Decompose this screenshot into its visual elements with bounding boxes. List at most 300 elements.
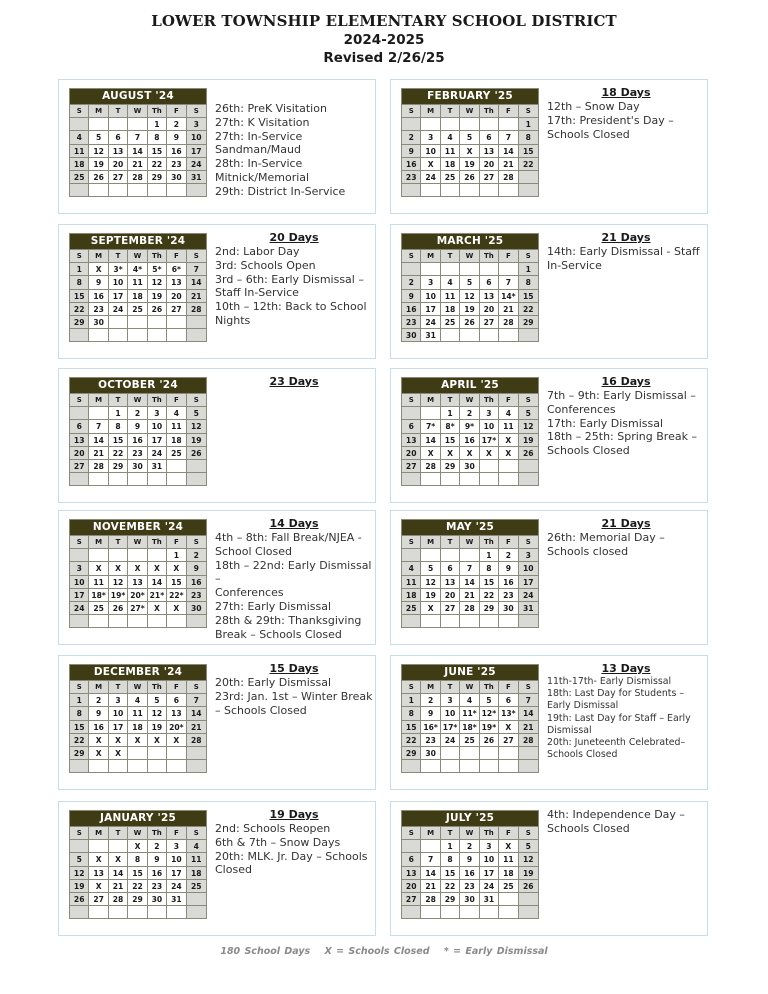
day-cell: 24 xyxy=(187,157,206,170)
day-cell xyxy=(89,548,108,561)
day-cell: 31 xyxy=(421,328,440,341)
weekday-header: F xyxy=(499,104,518,117)
day-cell: X xyxy=(441,446,460,459)
day-cell: 19 xyxy=(148,289,167,302)
weekday-header: T xyxy=(441,535,460,548)
day-cell xyxy=(89,406,108,419)
day-cell: 3 xyxy=(480,406,499,419)
day-cell: 30 xyxy=(499,601,518,614)
day-cell xyxy=(519,746,538,759)
weekday-header: M xyxy=(421,393,440,406)
day-cell xyxy=(128,759,147,772)
weekday-header: F xyxy=(167,393,186,406)
weekday-header: T xyxy=(109,104,128,117)
day-cell: 23 xyxy=(402,170,421,183)
day-cell xyxy=(70,472,89,485)
day-cell: 2 xyxy=(128,406,147,419)
day-cell xyxy=(480,905,499,918)
day-cell: 15 xyxy=(519,289,538,302)
day-cell: 25 xyxy=(167,446,186,459)
weekday-header: Th xyxy=(480,393,499,406)
day-cell: 24 xyxy=(167,879,186,892)
day-cell: 15 xyxy=(70,289,89,302)
month-calendar xyxy=(69,519,207,628)
day-cell: X xyxy=(421,601,440,614)
day-cell: 10 xyxy=(187,130,206,143)
month-box-december-24 xyxy=(58,655,376,790)
day-cell xyxy=(89,117,108,130)
day-cell xyxy=(499,117,518,130)
day-cell: 6 xyxy=(480,275,499,288)
day-cell: 26 xyxy=(519,446,538,459)
day-cell: 2 xyxy=(460,839,479,852)
day-cell: 9 xyxy=(499,561,518,574)
weekday-header: M xyxy=(89,249,108,262)
day-cell xyxy=(519,614,538,627)
day-cell: 21 xyxy=(499,157,518,170)
school-days-count: 19 Days xyxy=(269,808,319,821)
day-cell: 29 xyxy=(70,746,89,759)
day-cell: X xyxy=(460,446,479,459)
day-cell: 20 xyxy=(70,446,89,459)
day-cell: 28 xyxy=(187,302,206,315)
month-calendar xyxy=(69,88,207,197)
weekday-header: S xyxy=(187,680,206,693)
day-cell: 18 xyxy=(187,866,206,879)
day-cell: 22 xyxy=(402,733,421,746)
day-cell xyxy=(499,892,518,905)
day-cell xyxy=(70,759,89,772)
day-cell: 11 xyxy=(167,419,186,432)
weekday-header: W xyxy=(128,104,147,117)
day-cell: 21 xyxy=(128,157,147,170)
day-cell: 10 xyxy=(480,419,499,432)
legend-footer xyxy=(0,946,768,957)
day-cell: 9 xyxy=(402,144,421,157)
day-cell xyxy=(460,746,479,759)
day-cell: 3 xyxy=(480,839,499,852)
day-cell xyxy=(128,183,147,196)
day-cell: 17 xyxy=(109,289,128,302)
day-cell: 31 xyxy=(187,170,206,183)
day-cell xyxy=(109,472,128,485)
day-cell: 20 xyxy=(402,879,421,892)
day-cell: 8 xyxy=(402,706,421,719)
day-cell: 27 xyxy=(480,315,499,328)
day-cell: 31 xyxy=(167,892,186,905)
day-cell: 19 xyxy=(148,720,167,733)
weekday-header: M xyxy=(89,104,108,117)
calendar-note: Dismissal xyxy=(547,724,592,736)
day-cell: X xyxy=(128,733,147,746)
day-cell xyxy=(480,759,499,772)
day-cell: 22 xyxy=(441,879,460,892)
month-calendar xyxy=(401,519,539,628)
month-box-april-25 xyxy=(390,368,708,503)
month-box-june-25 xyxy=(390,655,708,790)
weekday-header: T xyxy=(441,826,460,839)
day-cell: 7 xyxy=(499,275,518,288)
day-cell: 25 xyxy=(460,733,479,746)
day-cell xyxy=(499,328,518,341)
day-cell: 15 xyxy=(70,720,89,733)
day-cell: 8 xyxy=(70,706,89,719)
day-cell xyxy=(441,746,460,759)
month-calendar xyxy=(69,377,207,486)
weekday-header: M xyxy=(89,826,108,839)
day-cell: 4 xyxy=(441,130,460,143)
day-cell: 10 xyxy=(70,575,89,588)
weekday-header: T xyxy=(109,680,128,693)
day-cell: 27 xyxy=(70,459,89,472)
month-calendar xyxy=(401,233,539,342)
day-cell: 13 xyxy=(89,866,108,879)
day-cell: 30 xyxy=(167,170,186,183)
day-cell xyxy=(421,759,440,772)
school-days-count: 14 Days xyxy=(269,517,319,530)
day-cell xyxy=(499,614,518,627)
month-box-january-25 xyxy=(58,801,376,936)
day-cell: 15 xyxy=(402,720,421,733)
day-grid xyxy=(402,104,538,196)
day-cell: 28 xyxy=(499,170,518,183)
day-cell: 24 xyxy=(70,601,89,614)
day-cell: 4* xyxy=(128,262,147,275)
day-cell: 3 xyxy=(519,548,538,561)
day-grid xyxy=(402,249,538,341)
day-cell: 30 xyxy=(89,315,108,328)
day-cell: 18* xyxy=(89,588,108,601)
day-cell: 21 xyxy=(187,720,206,733)
weekday-header: Th xyxy=(480,535,499,548)
day-grid xyxy=(402,535,538,627)
calendar-note: 18th: Last Day for Students – xyxy=(547,688,685,700)
day-cell: 30 xyxy=(128,459,147,472)
day-cell: 19* xyxy=(480,720,499,733)
day-cell: 22 xyxy=(128,879,147,892)
weekday-header: S xyxy=(402,826,421,839)
day-cell xyxy=(460,183,479,196)
weekday-header: Th xyxy=(148,680,167,693)
day-cell xyxy=(402,548,421,561)
day-cell: 16 xyxy=(167,144,186,157)
month-name: MARCH '25 xyxy=(402,234,538,249)
weekday-header: F xyxy=(499,680,518,693)
calendar-note: 2nd: Schools Reopen xyxy=(215,822,331,835)
weekday-header: S xyxy=(402,104,421,117)
day-cell xyxy=(519,905,538,918)
weekday-header: S xyxy=(70,104,89,117)
early-dismissal-legend: * = Early Dismissal xyxy=(443,946,548,957)
day-cell xyxy=(109,548,128,561)
day-cell: 28 xyxy=(499,315,518,328)
calendar-note: Schools Closed xyxy=(547,749,618,761)
day-cell: 25 xyxy=(128,302,147,315)
day-cell: X xyxy=(421,446,440,459)
weekday-header: M xyxy=(421,249,440,262)
month-name: NOVEMBER '24 xyxy=(70,520,206,535)
day-cell: 18* xyxy=(460,720,479,733)
day-cell xyxy=(128,905,147,918)
day-cell: 4 xyxy=(167,406,186,419)
day-cell xyxy=(441,472,460,485)
document-header xyxy=(0,12,768,67)
day-cell xyxy=(441,262,460,275)
day-cell: 8 xyxy=(519,275,538,288)
day-cell xyxy=(187,892,206,905)
weekday-header: Th xyxy=(148,535,167,548)
day-cell xyxy=(70,839,89,852)
day-cell xyxy=(499,459,518,472)
weekday-header: F xyxy=(167,680,186,693)
month-name: DECEMBER '24 xyxy=(70,665,206,680)
day-cell xyxy=(128,315,147,328)
day-cell: 14 xyxy=(187,706,206,719)
day-cell: 25 xyxy=(70,170,89,183)
day-cell: 10 xyxy=(519,561,538,574)
day-cell: X xyxy=(499,446,518,459)
weekday-header: T xyxy=(109,826,128,839)
day-cell xyxy=(402,839,421,852)
day-cell: 7 xyxy=(187,693,206,706)
day-cell: X xyxy=(89,879,108,892)
day-cell: 17* xyxy=(441,720,460,733)
weekday-header: S xyxy=(187,826,206,839)
day-cell: 11 xyxy=(187,852,206,865)
day-cell: 6 xyxy=(109,130,128,143)
day-cell: 10 xyxy=(109,275,128,288)
calendar-note: 7th – 9th: Early Dismissal – xyxy=(547,389,696,402)
day-cell: 1 xyxy=(70,262,89,275)
day-cell: 2 xyxy=(421,693,440,706)
day-cell: 1 xyxy=(402,693,421,706)
month-box-march-25 xyxy=(390,224,708,359)
weekday-header: Th xyxy=(480,249,499,262)
day-cell xyxy=(70,183,89,196)
day-cell: X xyxy=(128,839,147,852)
day-cell: 19 xyxy=(421,588,440,601)
day-cell: 8 xyxy=(70,275,89,288)
day-cell: 5 xyxy=(519,406,538,419)
day-cell: 7* xyxy=(421,419,440,432)
day-cell: 28 xyxy=(89,459,108,472)
day-cell: 15 xyxy=(480,575,499,588)
day-cell: 22 xyxy=(519,157,538,170)
day-cell xyxy=(480,262,499,275)
day-cell: 29 xyxy=(148,170,167,183)
day-cell xyxy=(109,614,128,627)
day-cell: 4 xyxy=(499,406,518,419)
weekday-header: T xyxy=(441,393,460,406)
day-cell: 30 xyxy=(460,459,479,472)
day-cell: 7 xyxy=(128,130,147,143)
day-cell: 3 xyxy=(187,117,206,130)
day-cell xyxy=(187,614,206,627)
weekday-header: T xyxy=(109,535,128,548)
day-cell: 17 xyxy=(70,588,89,601)
day-cell: X xyxy=(89,733,108,746)
weekday-header: Th xyxy=(148,249,167,262)
day-cell: X xyxy=(167,601,186,614)
day-cell: 12 xyxy=(148,275,167,288)
day-cell: 7 xyxy=(519,693,538,706)
day-cell xyxy=(480,328,499,341)
day-cell xyxy=(109,905,128,918)
day-cell: X xyxy=(499,433,518,446)
calendar-note: 19th: Last Day for Staff – Early xyxy=(547,712,691,724)
day-cell: 22* xyxy=(167,588,186,601)
day-cell: 13 xyxy=(109,144,128,157)
day-cell xyxy=(402,183,421,196)
day-cell: 26 xyxy=(460,315,479,328)
day-cell xyxy=(460,905,479,918)
day-cell: 14 xyxy=(421,866,440,879)
day-cell xyxy=(519,459,538,472)
day-cell: 12 xyxy=(460,289,479,302)
day-cell: 18 xyxy=(128,289,147,302)
weekday-header: T xyxy=(441,104,460,117)
day-cell: 16 xyxy=(402,302,421,315)
weekday-header: W xyxy=(460,393,479,406)
day-cell: 21* xyxy=(148,588,167,601)
day-cell: 21 xyxy=(109,879,128,892)
day-cell xyxy=(70,614,89,627)
weekday-header: S xyxy=(70,680,89,693)
day-cell: 23 xyxy=(128,446,147,459)
day-cell: 16* xyxy=(421,720,440,733)
weekday-header: S xyxy=(519,104,538,117)
day-cell: 20 xyxy=(402,446,421,459)
month-name: AUGUST '24 xyxy=(70,89,206,104)
school-days-count: 16 Days xyxy=(601,375,651,388)
weekday-header: S xyxy=(70,535,89,548)
day-cell xyxy=(148,183,167,196)
school-days-count: 13 Days xyxy=(601,662,651,675)
month-name: SEPTEMBER '24 xyxy=(70,234,206,249)
day-cell: 28 xyxy=(421,892,440,905)
day-cell xyxy=(402,614,421,627)
day-cell xyxy=(480,459,499,472)
day-cell: 6 xyxy=(70,419,89,432)
day-cell xyxy=(148,905,167,918)
calendar-note: 27th: K Visitation xyxy=(215,115,310,129)
weekday-header: Th xyxy=(480,104,499,117)
weekday-header: S xyxy=(519,393,538,406)
day-cell: 3 xyxy=(421,130,440,143)
day-grid xyxy=(70,393,206,485)
day-cell: 22 xyxy=(70,302,89,315)
day-cell xyxy=(519,759,538,772)
day-cell: X xyxy=(499,720,518,733)
day-cell: 14 xyxy=(460,575,479,588)
weekday-header: M xyxy=(421,680,440,693)
day-cell: 5 xyxy=(187,406,206,419)
weekday-header: F xyxy=(499,249,518,262)
calendar-note: Nights xyxy=(215,313,251,327)
day-cell xyxy=(460,117,479,130)
day-cell: 4 xyxy=(128,693,147,706)
weekday-header: Th xyxy=(480,826,499,839)
day-cell xyxy=(421,406,440,419)
month-calendar xyxy=(401,88,539,197)
day-cell: 25 xyxy=(89,601,108,614)
day-cell: 19* xyxy=(109,588,128,601)
day-grid xyxy=(402,680,538,772)
day-cell: 15 xyxy=(441,433,460,446)
day-cell xyxy=(167,614,186,627)
day-grid xyxy=(70,826,206,918)
day-cell: 30 xyxy=(421,746,440,759)
day-cell: 12 xyxy=(187,419,206,432)
calendar-note: Early Dismissal xyxy=(547,700,619,712)
weekday-header: T xyxy=(109,249,128,262)
day-cell: 1 xyxy=(480,548,499,561)
day-cell: 8 xyxy=(109,419,128,432)
weekday-header: W xyxy=(128,826,147,839)
day-cell xyxy=(480,183,499,196)
day-cell: 2 xyxy=(89,693,108,706)
day-cell: 2 xyxy=(402,275,421,288)
day-cell: 26 xyxy=(480,733,499,746)
day-cell: X xyxy=(167,561,186,574)
weekday-header: S xyxy=(187,535,206,548)
day-cell: 17 xyxy=(480,866,499,879)
school-days-count: 21 Days xyxy=(601,517,651,530)
day-cell: 16 xyxy=(499,575,518,588)
calendar-note: 17th: President's Day – xyxy=(547,113,674,127)
calendar-note: 3rd: Schools Open xyxy=(215,258,316,272)
day-cell: 12* xyxy=(480,706,499,719)
day-cell: 25 xyxy=(499,879,518,892)
day-cell xyxy=(89,839,108,852)
day-cell: 13 xyxy=(480,144,499,157)
day-cell xyxy=(89,472,108,485)
day-cell: 19 xyxy=(519,866,538,879)
day-cell: X xyxy=(148,733,167,746)
month-notes xyxy=(547,86,705,141)
day-cell: 9 xyxy=(460,852,479,865)
day-cell: 29 xyxy=(519,315,538,328)
day-cell: 5 xyxy=(460,130,479,143)
day-cell: 28 xyxy=(460,601,479,614)
day-cell: 3 xyxy=(167,839,186,852)
total-school-days: 180 School Days xyxy=(220,946,311,957)
month-name: APRIL '25 xyxy=(402,378,538,393)
weekday-header: M xyxy=(89,535,108,548)
day-cell: 30 xyxy=(187,601,206,614)
day-cell: 29 xyxy=(480,601,499,614)
calendar-note: 28th & 29th: Thanksgiving xyxy=(215,613,362,627)
day-cell: 24 xyxy=(519,588,538,601)
day-cell: 17 xyxy=(421,302,440,315)
day-cell xyxy=(167,746,186,759)
month-notes xyxy=(547,231,705,273)
calendar-note: 11th-17th- Early Dismissal xyxy=(547,676,672,687)
weekday-header: W xyxy=(128,535,147,548)
day-cell: 17 xyxy=(167,866,186,879)
day-cell: 12 xyxy=(89,144,108,157)
day-cell: 26 xyxy=(519,879,538,892)
day-cell: 5 xyxy=(148,693,167,706)
day-cell xyxy=(441,183,460,196)
weekday-header: Th xyxy=(480,680,499,693)
day-cell: 31 xyxy=(480,892,499,905)
day-cell: 28 xyxy=(421,459,440,472)
day-cell: 16 xyxy=(402,157,421,170)
day-cell: 13 xyxy=(128,575,147,588)
day-cell: 12 xyxy=(70,866,89,879)
day-cell: 16 xyxy=(460,866,479,879)
